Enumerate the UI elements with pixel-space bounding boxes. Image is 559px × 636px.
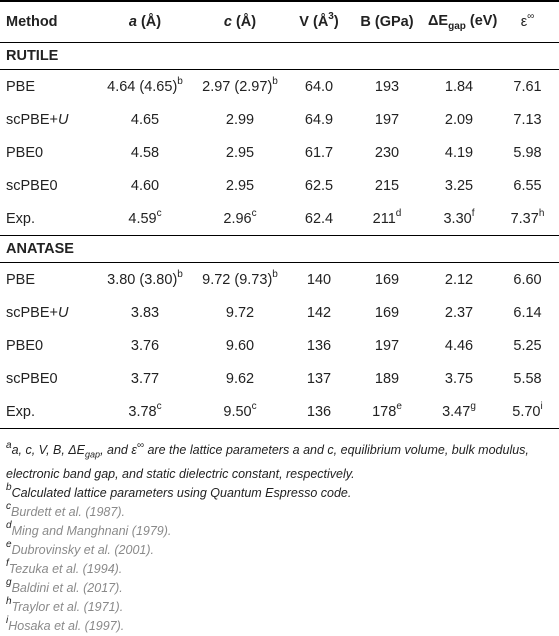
cell-a-footnote-mark: c xyxy=(156,400,162,412)
footnote-b-mark: b xyxy=(6,482,12,494)
cell-method-value: PBE0 xyxy=(6,144,44,161)
cell-a-value: 4.59 xyxy=(128,210,157,227)
reference-text: Hosaka et al. (1997). xyxy=(8,618,125,633)
reference-text: Tezuka et al. (1994). xyxy=(8,561,123,576)
cell-b-value: 169 xyxy=(374,304,400,321)
cell-v-value: 136 xyxy=(306,337,332,354)
cell-method-value: scPBE0 xyxy=(6,370,58,387)
table-row xyxy=(0,103,559,136)
cell-c xyxy=(194,136,286,169)
header-b-label: B (GPa) xyxy=(360,14,414,30)
cell-v xyxy=(286,202,352,236)
cell-method-italic: U xyxy=(57,111,69,128)
header-b xyxy=(352,1,422,43)
cell-b-value: 169 xyxy=(374,271,400,288)
header-a xyxy=(96,1,194,43)
reference-item xyxy=(6,598,553,617)
footnote-b xyxy=(6,484,553,503)
cell-method-value: Exp. xyxy=(6,210,36,227)
cell-a-footnote-mark: b xyxy=(177,268,183,280)
cell-a xyxy=(96,263,194,297)
cell-b-value: 197 xyxy=(374,111,400,128)
cell-a-footnote-mark: b xyxy=(177,75,183,87)
cell-a-footnote-mark: c xyxy=(156,207,162,219)
cell-a xyxy=(96,136,194,169)
table-row xyxy=(0,395,559,429)
reference-text: Ming and Manghnani (1979). xyxy=(11,523,172,538)
cell-gap xyxy=(422,362,496,395)
cell-a-value: 4.58 xyxy=(130,144,160,161)
header-gap-unit: (eV) xyxy=(465,12,498,29)
cell-a-value: 3.78 xyxy=(128,403,157,420)
cell-c-value: 9.62 xyxy=(225,370,255,387)
cell-a-value: 4.60 xyxy=(130,177,160,194)
header-method xyxy=(0,1,96,43)
cell-b xyxy=(352,329,422,362)
cell-gap-value: 2.09 xyxy=(444,111,474,128)
reference-item xyxy=(6,617,553,636)
cell-method-value: PBE0 xyxy=(6,337,44,354)
cell-c-footnote-mark: c xyxy=(251,207,257,219)
cell-v xyxy=(286,136,352,169)
cell-gap-value: 3.47 xyxy=(442,403,471,420)
cell-b xyxy=(352,263,422,297)
cell-a-value: 4.64 (4.65) xyxy=(107,78,178,95)
cell-gap xyxy=(422,202,496,236)
reference-item xyxy=(6,503,553,522)
cell-v xyxy=(286,395,352,429)
cell-v xyxy=(286,70,352,104)
cell-eps-value: 5.25 xyxy=(513,337,542,354)
cell-v-value: 62.5 xyxy=(304,177,334,194)
cell-eps-value: 5.70 xyxy=(512,403,541,420)
section-row xyxy=(0,43,559,70)
cell-method-value: PBE xyxy=(6,78,36,95)
reference-mark: d xyxy=(6,520,12,532)
cell-method xyxy=(0,263,96,297)
cell-c xyxy=(194,296,286,329)
cell-gap-value: 2.37 xyxy=(444,304,474,321)
cell-v-value: 64.9 xyxy=(304,111,334,128)
cell-b xyxy=(352,395,422,429)
cell-v xyxy=(286,103,352,136)
table-row xyxy=(0,169,559,202)
cell-gap-value: 4.19 xyxy=(444,144,474,161)
footnote-a-text: a, c, V, B, ΔE xyxy=(11,443,86,457)
cell-v-value: 140 xyxy=(306,271,332,288)
header-gap xyxy=(422,1,496,43)
cell-method-italic: U xyxy=(57,304,69,321)
header-v-end: ) xyxy=(333,14,339,30)
cell-v xyxy=(286,362,352,395)
cell-method xyxy=(0,296,96,329)
header-eps xyxy=(496,1,559,43)
cell-c-footnote-mark: b xyxy=(272,75,278,87)
cell-c-value: 9.72 (9.73) xyxy=(202,271,273,288)
cell-a-value: 4.65 xyxy=(130,111,160,128)
cell-gap xyxy=(422,329,496,362)
section-label: RUTILE xyxy=(0,43,559,70)
cell-gap-value: 3.30 xyxy=(443,210,472,227)
header-c-label: c (Å) xyxy=(223,14,257,30)
cell-c-value: 2.96 xyxy=(223,210,252,227)
cell-gap xyxy=(422,70,496,104)
cell-c xyxy=(194,202,286,236)
cell-b xyxy=(352,136,422,169)
cell-v-value: 61.7 xyxy=(304,144,334,161)
cell-c xyxy=(194,395,286,429)
cell-eps-value: 5.98 xyxy=(513,144,542,161)
cell-a-value: 3.76 xyxy=(130,337,160,354)
header-gap-sub: gap xyxy=(448,20,466,32)
cell-v xyxy=(286,329,352,362)
cell-b xyxy=(352,103,422,136)
cell-gap-footnote-mark: f xyxy=(471,207,475,219)
cell-c-value: 9.72 xyxy=(225,304,255,321)
cell-gap xyxy=(422,296,496,329)
header-gap-label: ΔE xyxy=(428,12,449,29)
table-row xyxy=(0,263,559,297)
cell-b xyxy=(352,362,422,395)
cell-a xyxy=(96,103,194,136)
cell-gap xyxy=(422,395,496,429)
reference-mark: c xyxy=(6,501,11,513)
cell-b xyxy=(352,202,422,236)
cell-method-value: Exp. xyxy=(6,403,36,420)
cell-c-value: 2.99 xyxy=(225,111,255,128)
reference-item xyxy=(6,541,553,560)
cell-method-value: scPBE0 xyxy=(6,177,58,194)
cell-gap-value: 3.75 xyxy=(444,370,474,387)
table-row xyxy=(0,362,559,395)
table-row xyxy=(0,296,559,329)
cell-eps-value: 6.60 xyxy=(513,271,542,288)
header-a-label: a (Å) xyxy=(128,14,162,30)
cell-c-footnote-mark: c xyxy=(251,400,257,412)
footnote-a-mark: a xyxy=(6,439,12,451)
cell-a xyxy=(96,202,194,236)
cell-eps xyxy=(496,296,559,329)
cell-v-value: 142 xyxy=(306,304,332,321)
cell-method xyxy=(0,395,96,429)
cell-method xyxy=(0,136,96,169)
cell-b-value: 178 xyxy=(372,403,397,420)
cell-gap xyxy=(422,169,496,202)
cell-v-value: 136 xyxy=(306,403,332,420)
cell-b-value: 189 xyxy=(374,370,400,387)
reference-mark: i xyxy=(6,615,9,627)
reference-mark: e xyxy=(6,539,12,551)
cell-a-value: 3.83 xyxy=(130,304,160,321)
section-label: ANATASE xyxy=(0,236,559,263)
cell-method-value: scPBE+ xyxy=(6,111,58,128)
table-body xyxy=(0,43,559,429)
reference-text: Dubrovinsky et al. (2001). xyxy=(11,542,154,557)
header-v-sup: 3 xyxy=(328,11,334,23)
cell-eps-footnote-mark: h xyxy=(538,207,545,219)
cell-c xyxy=(194,103,286,136)
cell-method xyxy=(0,103,96,136)
cell-method xyxy=(0,70,96,104)
cell-eps xyxy=(496,329,559,362)
reference-text: Traylor et al. (1971). xyxy=(11,599,124,614)
footnote-a xyxy=(6,441,553,484)
table-row xyxy=(0,70,559,104)
cell-eps xyxy=(496,263,559,297)
cell-v xyxy=(286,263,352,297)
cell-c xyxy=(194,362,286,395)
section-row xyxy=(0,236,559,263)
cell-c-value: 9.50 xyxy=(223,403,252,420)
cell-a xyxy=(96,362,194,395)
cell-eps-value: 7.13 xyxy=(513,111,542,128)
cell-method-value: PBE xyxy=(6,271,36,288)
cell-b xyxy=(352,169,422,202)
reference-item xyxy=(6,522,553,541)
cell-gap xyxy=(422,263,496,297)
reference-item xyxy=(6,579,553,598)
cell-a xyxy=(96,169,194,202)
cell-b xyxy=(352,296,422,329)
cell-b-value: 230 xyxy=(374,144,400,161)
cell-method xyxy=(0,202,96,236)
reference-mark: g xyxy=(6,577,12,589)
footnote-a-text3: are the lattice parameters a and c, equilibrium volume, bulk modulus, electronic band gap, and static dielectric constant, respectively. xyxy=(6,443,529,481)
cell-gap-value: 4.46 xyxy=(444,337,474,354)
cell-method xyxy=(0,329,96,362)
cell-b xyxy=(352,70,422,104)
cell-v xyxy=(286,296,352,329)
cell-a xyxy=(96,329,194,362)
cell-eps xyxy=(496,103,559,136)
cell-eps-value: 6.55 xyxy=(513,177,542,194)
cell-b-footnote-mark: e xyxy=(396,400,402,412)
header-v-label: V (Å xyxy=(299,14,329,30)
cell-gap-value: 2.12 xyxy=(444,271,474,288)
footnote-a-sub: gap xyxy=(85,449,101,460)
cell-gap-value: 1.84 xyxy=(444,78,474,95)
cell-b-value: 211 xyxy=(372,210,396,227)
footnote-a-sup2: ∞ xyxy=(136,439,144,451)
cell-c-value: 9.60 xyxy=(225,337,255,354)
table-header xyxy=(0,1,559,43)
header-eps-sup: ∞ xyxy=(527,11,535,23)
cell-v-value: 64.0 xyxy=(304,78,334,95)
cell-b-value: 197 xyxy=(374,337,400,354)
cell-c xyxy=(194,329,286,362)
cell-a-value: 3.80 (3.80) xyxy=(107,271,178,288)
table-row xyxy=(0,202,559,236)
cell-gap-value: 3.25 xyxy=(444,177,474,194)
cell-b-value: 193 xyxy=(374,78,400,95)
cell-b-footnote-mark: d xyxy=(395,207,402,219)
header-c xyxy=(194,1,286,43)
cell-method xyxy=(0,362,96,395)
cell-gap-footnote-mark: g xyxy=(470,400,476,412)
table-row xyxy=(0,136,559,169)
cell-b-value: 215 xyxy=(374,177,400,194)
cell-eps xyxy=(496,136,559,169)
header-c-label-symbol: c xyxy=(223,14,232,30)
cell-eps xyxy=(496,395,559,429)
header-row xyxy=(0,1,559,43)
cell-gap xyxy=(422,103,496,136)
reference-text: Baldini et al. (2017). xyxy=(11,580,123,595)
cell-gap xyxy=(422,136,496,169)
header-v xyxy=(286,1,352,43)
reference-mark: h xyxy=(6,596,12,608)
cell-v xyxy=(286,169,352,202)
cell-eps xyxy=(496,202,559,236)
footnote-a-text2: , and ε xyxy=(100,443,137,457)
cell-a xyxy=(96,296,194,329)
table-row xyxy=(0,329,559,362)
cell-method-value: scPBE+ xyxy=(6,304,58,321)
footnotes xyxy=(0,441,559,636)
cell-method xyxy=(0,169,96,202)
cell-a-value: 3.77 xyxy=(130,370,160,387)
cell-c xyxy=(194,263,286,297)
header-eps-label: ε xyxy=(520,14,528,30)
reference-item xyxy=(6,560,553,579)
cell-v-value: 62.4 xyxy=(304,210,334,227)
cell-eps xyxy=(496,70,559,104)
cell-eps xyxy=(496,362,559,395)
cell-c xyxy=(194,169,286,202)
cell-a xyxy=(96,395,194,429)
cell-c xyxy=(194,70,286,104)
cell-eps-footnote-mark: i xyxy=(540,400,543,412)
header-a-label-symbol: a xyxy=(128,14,137,30)
reference-list xyxy=(6,503,553,636)
cell-eps xyxy=(496,169,559,202)
cell-c-value: 2.97 (2.97) xyxy=(202,78,273,95)
cell-c-value: 2.95 xyxy=(225,177,255,194)
cell-eps-value: 7.37 xyxy=(510,210,539,227)
cell-a xyxy=(96,70,194,104)
cell-c-value: 2.95 xyxy=(225,144,255,161)
reference-text: Burdett et al. (1987). xyxy=(11,504,125,519)
footnote-b-text: Calculated lattice parameters using Quantum Espresso code. xyxy=(11,485,352,500)
reference-mark: f xyxy=(6,558,9,570)
cell-eps-value: 7.61 xyxy=(513,78,542,95)
cell-eps-value: 5.58 xyxy=(513,370,542,387)
cell-eps-value: 6.14 xyxy=(513,304,542,321)
cell-c-footnote-mark: b xyxy=(272,268,278,280)
header-method-label: Method xyxy=(6,14,58,30)
cell-v-value: 137 xyxy=(306,370,332,387)
